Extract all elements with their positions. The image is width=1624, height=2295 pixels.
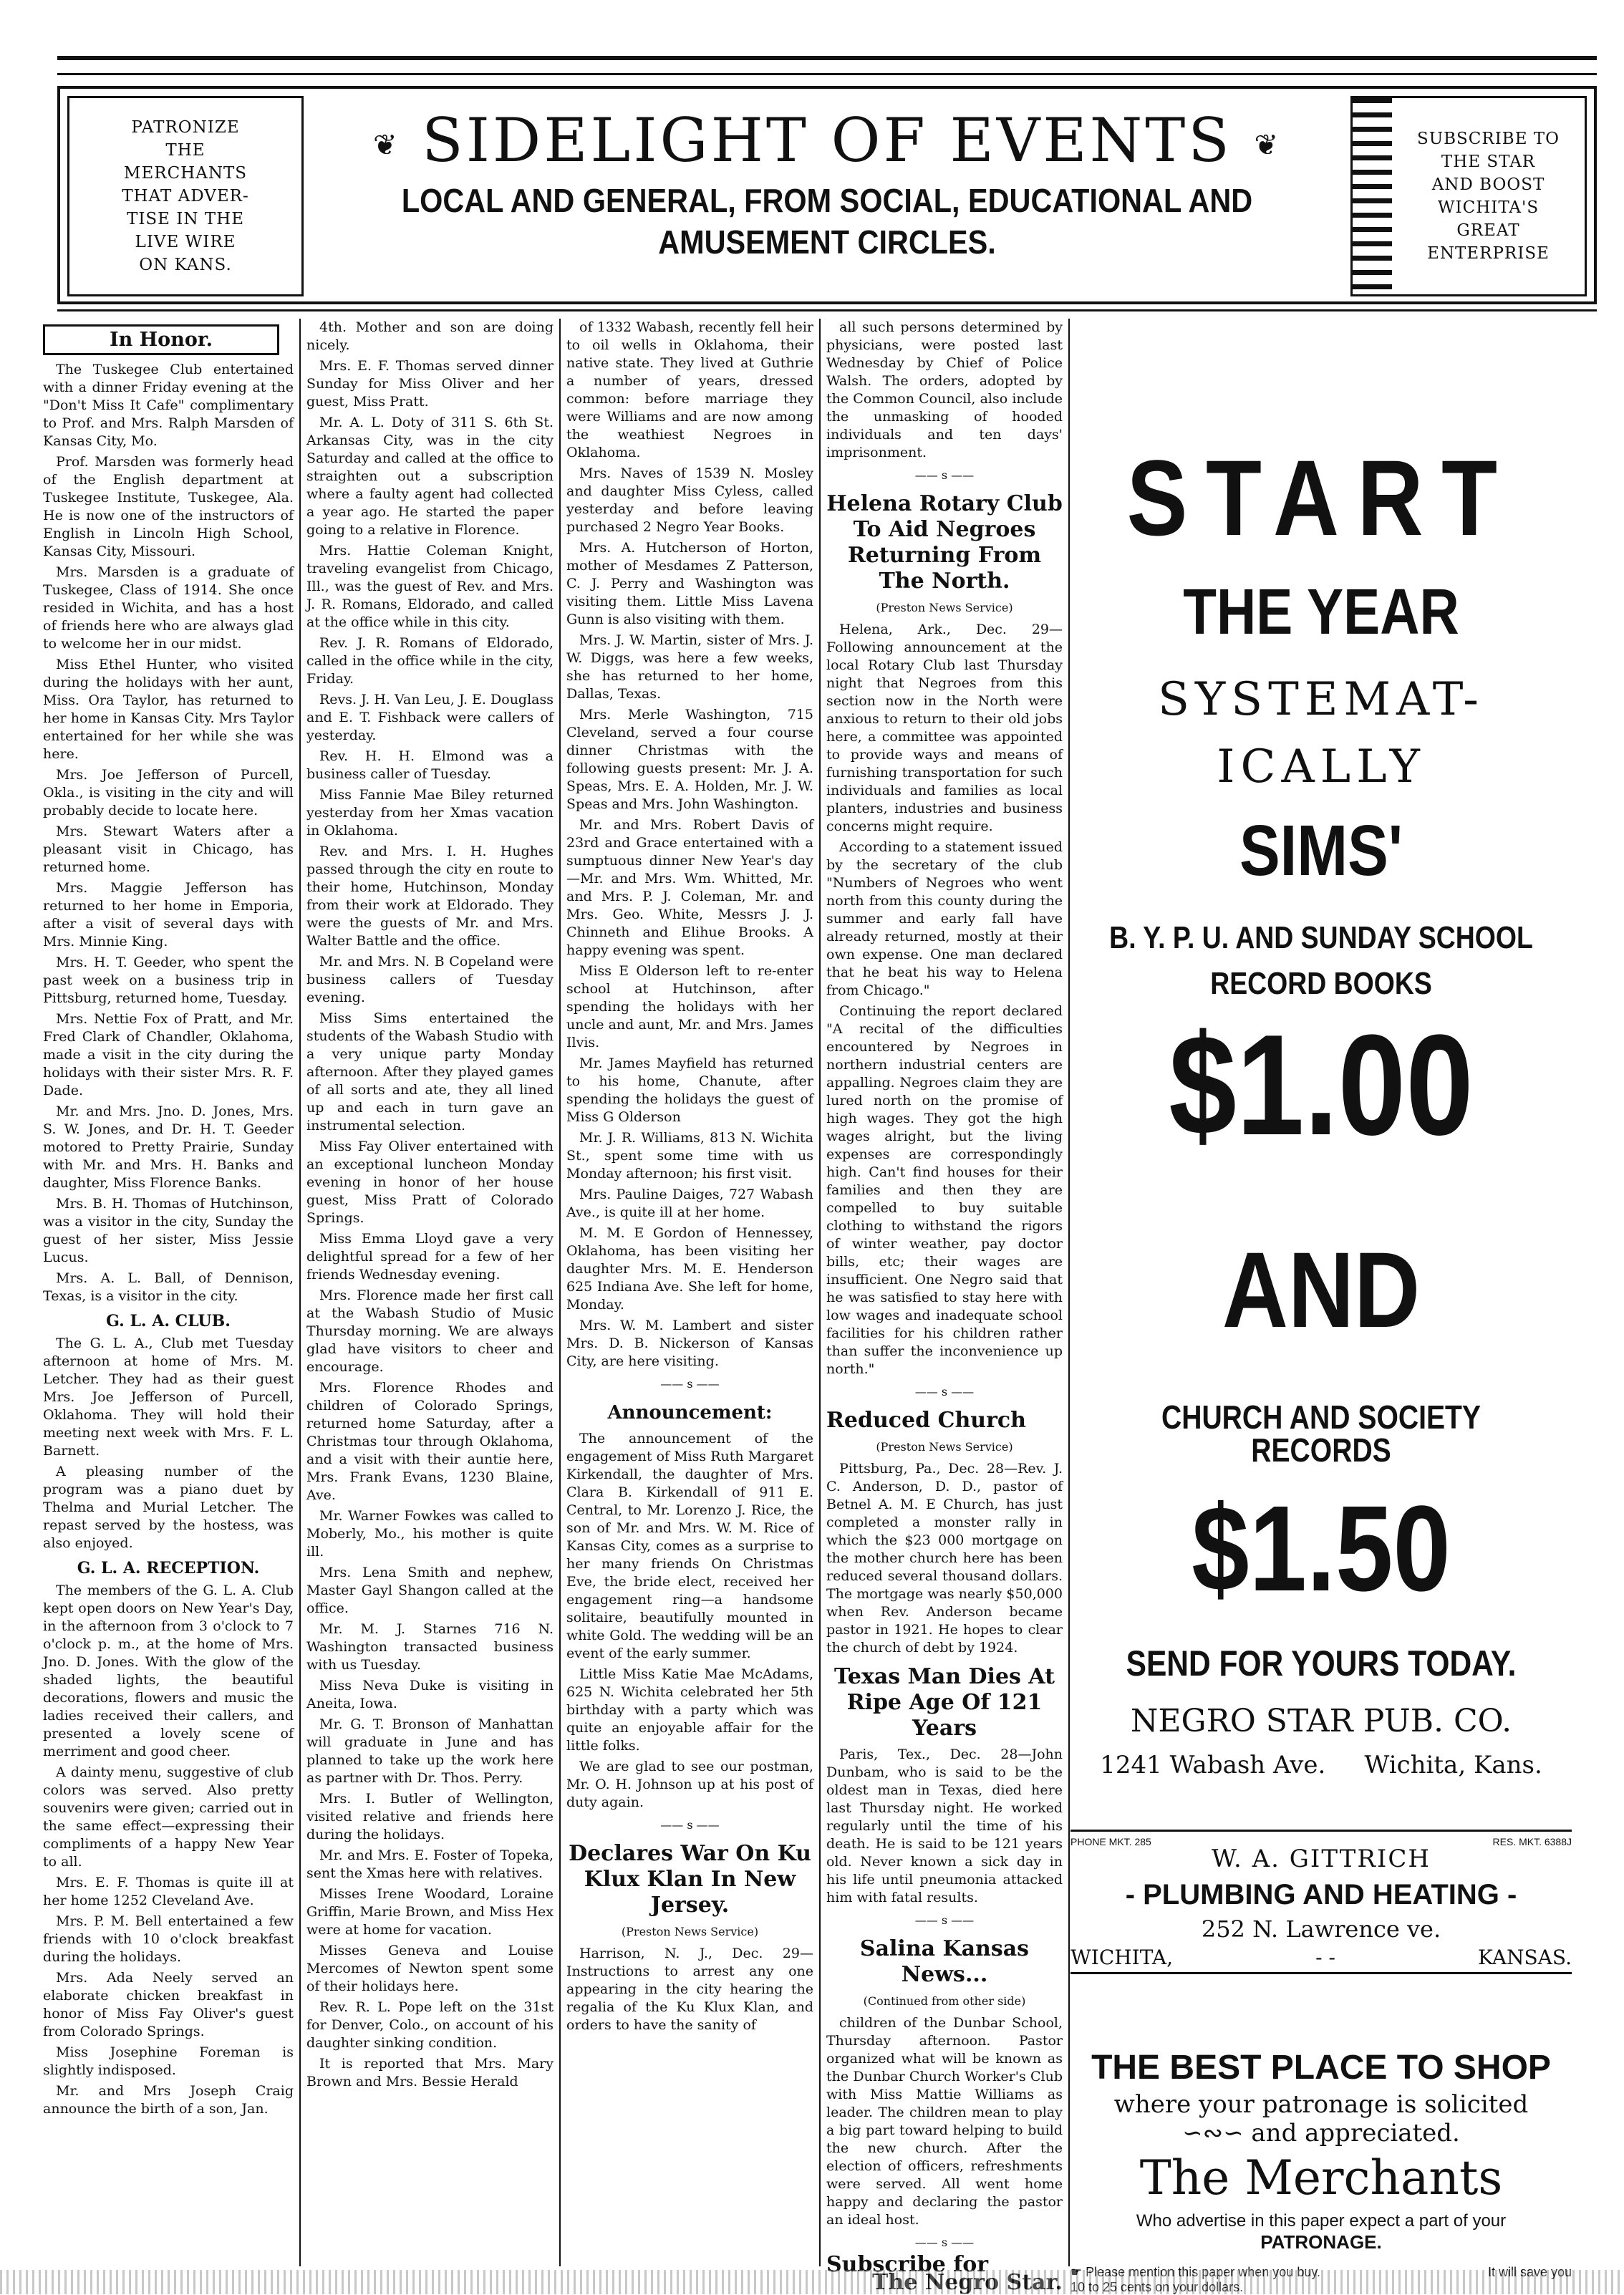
ear-line: THE STAR: [1441, 153, 1536, 171]
ad-the-year: THE YEAR: [1183, 576, 1459, 648]
article-paragraph: Mr. and Mrs. Robert Davis of 23rd and Grace entertained with a sumptuous dinner New Year's day—Mr. and Mrs. Wm. Whitted, Mr. and Mrs. P. J. Coleman, Mr. and Mrs. Geo. White, Messrs J. J. Chinneth and Elihue Brooks. A happy evening was spent.: [566, 817, 813, 958]
article-paragraph: Pittsburg, Pa., Dec. 28—Rev. J. C. Anderson, D. D., pastor of Betnel A. M. E Church, has just completed a monster rally in which the $23 000 mortgage on the mother church here has been reduced several thousand dollars. The mortgage was nearly $50,000 when Rev. Anderson became pastor in 1921. He hopes to clear the church of debt by 1924.: [826, 1461, 1063, 1656]
article-paragraph: Helena, Ark., Dec. 29—Following announcement at the local Rotary Club last Thursday night that Negroes from this section now in the North were anxious to return to their old jobs here, a committee was appointed to provide ways and means of furnishing transportation for such individuals and families as local planters, industries and business concerns might require.: [826, 622, 1063, 834]
texas-man-heading: Texas Man Dies At Ripe Age Of 121 Years: [834, 1664, 1055, 1741]
column-separator: [299, 319, 301, 2266]
merchants-advertisement: [1070, 2048, 1572, 2295]
ear-line: WICHITA'S: [1437, 198, 1540, 217]
article-paragraph: The Tuskegee Club entertained with a dinner Friday evening at the "Don't Miss It Cafe" complimentary to Prof. and Mrs. Ralph Marsden of Kansas City, Mo.: [43, 362, 294, 449]
article-paragraph: Mrs. B. H. Thomas of Hutchinson, was a visitor in the city, Sunday the guest of her sister, Miss Jessie Lucus.: [43, 1196, 294, 1265]
shop-subline-2-text: and appreciated.: [1251, 2119, 1460, 2147]
salina-news-body: [826, 2014, 1063, 2229]
reduced-church-byline: (Preston News Service): [876, 1440, 1013, 1454]
article-paragraph: Rev. H. H. Elmond was a business caller of Tuesday.: [306, 748, 554, 782]
reduced-church-body: [826, 1460, 1063, 1657]
column-3-body: [566, 319, 813, 1371]
ear-line: TISE IN THE: [127, 210, 244, 228]
article-paragraph: Miss Josephine Foreman is slightly indisposed.: [43, 2044, 294, 2078]
texas-man-body: [826, 1746, 1063, 1907]
article-paragraph: Mrs. Merle Washington, 715 Cleveland, served a four course dinner Christmas with the following guests present: Mr. J. A. Speas, Mrs. E. A. Holden, Mr. J. W. Speas and Mrs. John Washington.: [566, 707, 813, 812]
page-edge-wear: [0, 2270, 1624, 2294]
column-4: [826, 319, 1063, 2295]
masthead-subtitle: [362, 180, 1292, 263]
article-paragraph: Mrs. Pauline Daiges, 727 Wabash Ave., is quite ill at her home.: [566, 1187, 813, 1220]
plumbing-advertisement: [1070, 1830, 1572, 1974]
article-paragraph: Rev. and Mrs. I. H. Hughes passed through the city en route to their home, Hutchinson, Monday from their work at Eldorado. They were the guests of Mr. and Mrs. Walter Battle and the office.: [306, 844, 554, 949]
right-ear-text: [1392, 127, 1585, 265]
ku-klux-klan-heading: Declares War On Ku Klux Klan In New Jersey.: [569, 1841, 811, 1918]
ear-line: PATRONIZE: [131, 118, 240, 137]
ad-send-today: SEND FOR YOURS TODAY.: [1126, 1643, 1517, 1683]
article-paragraph: Mr. Warner Fowkes was called to Moberly, Mo., his mother is quite ill.: [306, 1508, 554, 1560]
column-2-body: [306, 319, 554, 2091]
column-3: [566, 319, 813, 2266]
article-paragraph: Mr. and Mrs Joseph Craig announce the birth of a son, Jan.: [43, 2083, 294, 2117]
article-paragraph: Mrs. Hattie Coleman Knight, traveling evangelist from Chicago, Ill., was the guest of Rev. and Mrs. J. R. Romans, Eldorado, and called at the office while in this city.: [306, 543, 554, 630]
article-paragraph: Rev. J. R. Romans of Eldorado, called in the office while in the city, Friday.: [306, 635, 554, 687]
article-paragraph: Revs. J. H. Van Leu, J. E. Douglass and E. T. Fishback were callers of yesterday.: [306, 692, 554, 743]
article-paragraph: Mrs. Ada Neely served an elaborate chicken breakfast in honor of Miss Fay Oliver's guest from Colorado Springs.: [43, 1970, 294, 2039]
column-1-body: [43, 361, 294, 1305]
article-paragraph: Mrs. Stewart Waters after a pleasant visit in Chicago, has returned home.: [43, 823, 294, 875]
ad-sims: SIMS': [1239, 811, 1403, 891]
article-paragraph: Miss Neva Duke is visiting in Aneita, Iowa.: [306, 1678, 554, 1711]
shop-merchants: The Merchants: [1139, 2150, 1503, 2205]
salina-news-byline: (Continued from other side): [863, 1994, 1026, 2008]
article-paragraph: Continuing the report declared "A recital of the difficulties encountered by Negroes in northern industrial centers are appalling. Negroes claim they are lured north on the promise of high wages. They got the high wages alright, but the living expenses are correspondingly high. Can't find houses for their families and then they are compelled to buy suitable clothing to withstand the rigors of winter weather, pay doctor bills, etc; their wages are insufficient. One Negro said that he was satisfied to stay here with low wages and inadequate school facilities for his children rather than suffer the inconvenience up north.": [826, 1003, 1063, 1377]
article-paragraph: The G. L. A., Club met Tuesday afternoon at home of Mrs. M. Letcher. They had as their guest Mrs. Joe Jefferson of Purcell, Oklahoma. They will hold their meeting next week with Mrs. F. L. Barnett.: [43, 1335, 294, 1459]
plumbing-address: 252 N. Lawrence ve.: [1201, 1915, 1441, 1943]
section-divider: —— s ——: [660, 1818, 720, 1832]
pointing-hand-icon: ☛: [1070, 2265, 1086, 2279]
ad-start: START: [1126, 438, 1516, 558]
record-books-advertisement: [1070, 430, 1572, 1779]
section-divider: —— s ——: [660, 1377, 720, 1391]
subtitle-line-2: AMUSEMENT CIRCLES.: [658, 223, 996, 261]
plumbing-city-mid: - -: [1315, 1946, 1335, 1969]
shop-footer-line-2: 10 to 25 cents on your dollars.: [1070, 2280, 1244, 2294]
article-paragraph: Harrison, N. J., Dec. 29—Instructions to arrest any one appearing in the city hearing the regalia of the Ku Klux Klan, and orders to have the sanity of: [566, 1946, 813, 2033]
article-paragraph: Mr. and Mrs. N. B Copeland were business callers of Tuesday evening.: [306, 954, 554, 1005]
ad-price-record-books: $1.00: [1169, 1005, 1474, 1165]
article-paragraph: Miss Sims entertained the students of the Wabash Studio with a very unique party Monday afternoon. After they played games of all sorts and ate, they all lined up and each in turn gave an instrumental selection.: [306, 1010, 554, 1134]
gla-club-body: [43, 1335, 294, 1552]
masthead-title-text: SIDELIGHT OF EVENTS: [422, 105, 1232, 175]
flourish-left-icon: ❦: [372, 129, 400, 162]
article-paragraph: Mr. M. J. Starnes 716 N. Washington transacted business with us Tuesday.: [306, 1621, 554, 1673]
article-paragraph: of 1332 Wabash, recently fell heir to oil wells in Oklahoma, their native state. They lived at Guthrie a number of years, dressed common: before marriage they were Williams and are now among the weathiest Negroes in Oklahoma.: [566, 319, 813, 460]
ad-systemat: SYSTEMAT-: [1158, 673, 1484, 726]
masthead: [57, 86, 1597, 304]
article-paragraph: A pleasing number of the program was a piano duet by Thelma and Murial Letcher. The repast served by the hostess, was also enjoyed.: [43, 1464, 294, 1551]
gla-club-heading: G. L. A. CLUB.: [106, 1312, 231, 1330]
article-paragraph: Mrs. Florence Rhodes and children of Colorado Springs, returned home Saturday, after a Christmas tour through Oklahoma, and a visit with their auntie here, Mrs. Frank Evans, 1230 Blaine, Ave.: [306, 1380, 554, 1503]
article-paragraph: Mrs. Joe Jefferson of Purcell, Okla., is visiting in the city and will probably decide to locate here.: [43, 767, 294, 818]
rotary-club-byline: (Preston News Service): [876, 601, 1013, 614]
article-paragraph: The announcement of the engagement of Miss Ruth Margaret Kirkendall, the daughter of Mrs. Clara B. Kirkendall of 911 E. Central, to Mr. Lorenzo J. Rice, the son of Mr. and Mrs. W. M. Rice of Kansas City, comes as a surprise to her many friends On Christmas Eve, the bride elect, received her engagement ring—a handsome solitaire, beautifully mounted in white Gold. The wedding will be an event of the early summer.: [566, 1431, 813, 1661]
article-paragraph: Mrs. Lena Smith and nephew, Master Gayl Shangon called at the office.: [306, 1565, 554, 1616]
article-paragraph: Mrs. E. F. Thomas is quite ill at her home 1252 Cleveland Ave.: [43, 1875, 294, 1908]
column-separator: [819, 319, 821, 2266]
shop-subline-1: where your patronage is solicited: [1113, 2090, 1529, 2119]
ad-and: AND: [1222, 1229, 1421, 1350]
article-paragraph: Mrs. Marsden is a graduate of Tuskegee, Class of 1914. She once resided in Wichita, and has a host of friends here who are always glad to welcome her in our midst.: [43, 564, 294, 652]
article-paragraph: We are glad to see our postman, Mr. O. H. Johnson up at his post of duty again.: [566, 1759, 813, 1810]
article-paragraph: A dainty menu, suggestive of club colors was served. Also pretty souvenirs were given; carried out in the same effect—expressing their compliments of a happy New Year to all.: [43, 1764, 294, 1870]
ad-bypu: B. Y. P. U. AND SUNDAY SCHOOL: [1109, 920, 1533, 955]
announcement-heading: Announcement:: [607, 1402, 773, 1424]
article-paragraph: The members of the G. L. A. Club kept open doors on New Year's Day, in the afternoon from 3 o'clock to 7 o'clock p. m., at the home of Mrs. Jno. D. Jones. With the glow of the shaded lights, the beautiful decorations, flowers and music the ladies received their callers, and presented a lovely scene of merriment and good cheer.: [43, 1583, 294, 1759]
section-divider: —— s ——: [914, 1913, 975, 1927]
article-paragraph: Little Miss Katie Mae McAdams, 625 N. Wichita celebrated her 5th birthday with a party which was quite an enjoyable affair for the little folks.: [566, 1666, 813, 1754]
ear-line: SUBSCRIBE TO: [1417, 130, 1560, 148]
masthead-bottom-rule: [57, 309, 1597, 311]
ad-address: 1241 Wabash Ave. Wichita, Kans.: [1100, 1751, 1542, 1779]
article-paragraph: all such persons determined by physicians, were posted last Wednesday by Chief of Police Walsh. The orders, adopted by the Common Council, also include the unmasking of hooded individuals and ten days' imprisonment.: [826, 319, 1063, 460]
section-divider: —— s ——: [914, 2236, 975, 2249]
article-paragraph: Mr. James Mayfield has returned to his home, Chanute, after spending the holidays the guest of Miss G Olderson: [566, 1055, 813, 1125]
plumbing-name: W. A. GITTRICH: [1211, 1845, 1431, 1873]
plumbing-city-right: KANSAS.: [1478, 1946, 1572, 1969]
ear-line: ON KANS.: [139, 256, 232, 274]
article-paragraph: Mr. A. L. Doty of 311 S. 6th St. Arkansas City, was in the city Saturday and called at the office to straighten out a subscription where a faulty agent had collected a year ago. He started the paper going to a relative in Florence.: [306, 415, 554, 538]
article-paragraph: Mrs. Florence made her first call at the Wabash Studio of Music Thursday morning. We are always glad have visitors to cheer and encourage.: [306, 1287, 554, 1375]
subtitle-line-1: LOCAL AND GENERAL, FROM SOCIAL, EDUCATIONAL AND: [401, 182, 1253, 219]
top-rule: [57, 56, 1597, 75]
left-ear-box: [67, 96, 304, 296]
article-paragraph: Miss Fannie Mae Biley returned yesterday from her Xmas vacation in Oklahoma.: [306, 787, 554, 839]
scroll-ornament-icon: ∽∾∽: [1182, 2119, 1252, 2147]
article-paragraph: children of the Dunbar School, Thursday afternoon. Pastor organized what will be known as the Dunbar Church Worker's Club with Miss Mattie Williams as leader. The children mean to play a big part toward helping to build the new church. After the election of officers, refreshments were served. All went home happy and declaring the pastor an ideal host.: [826, 2015, 1063, 2228]
article-paragraph: Mr. and Mrs. Jno. D. Jones, Mrs. S. W. Jones, and Dr. H. T. Geeder motored to Pretty Prairie, Sunday with Mr. and Mrs. H. Banks and daughter, Miss Florence Banks.: [43, 1103, 294, 1191]
article-paragraph: Mrs. P. M. Bell entertained a few friends with 10 o'clock breakfast during the holidays.: [43, 1913, 294, 1965]
article-paragraph: Rev. R. L. Pope left on the 31st for Denver, Colo., on account of his daughter sinking condition.: [306, 1999, 554, 2051]
article-paragraph: Paris, Tex., Dec. 28—John Dunbam, who is said to be the oldest man in Texas, died here last Thursday night. He worked regularly until the time of his death. He is said to be 121 years old. Never known a sick day in his life until pneumonia attacked him with fatal results.: [826, 1746, 1063, 1905]
article-paragraph: 4th. Mother and son are doing nicely.: [306, 319, 554, 353]
shop-headline: THE BEST PLACE TO SHOP: [1091, 2049, 1551, 2087]
article-paragraph: Mrs. Naves of 1539 N. Mosley and daughter Miss Cyless, called yesterday and before leaving purchased 2 Negro Year Books.: [566, 465, 813, 535]
article-paragraph: Mrs. J. W. Martin, sister of Mrs. J. W. Diggs, was here a few weeks, she has returned to her home, Dallas, Texas.: [566, 632, 813, 702]
left-ear-text: [69, 116, 301, 276]
article-paragraph: According to a statement issued by the secretary of the club "Numbers of Negroes who went north from this county during the summer and early fall have already returned, mostly at their own expense. One man declared that he beat his way to Helena from Chicago.": [826, 839, 1063, 998]
gla-reception-heading: G. L. A. RECEPTION.: [77, 1559, 260, 1577]
column-4-body: [826, 319, 1063, 462]
article-paragraph: M. M. E Gordon of Hennessey, Oklahoma, has been visiting her daughter Mrs. M. E. Henderson 625 Indiana Ave. She left for home, Monday.: [566, 1225, 813, 1313]
shop-patronage: PATRONAGE.: [1260, 2231, 1382, 2253]
plumbing-phone: PHONE MKT. 285: [1070, 1836, 1151, 1847]
article-paragraph: Miss Fay Oliver entertained with an exceptional luncheon Monday evening in honor of her house guest, Miss Pratt of Colorado Springs.: [306, 1139, 554, 1226]
shop-advertise-line: Who advertise in this paper expect a part of your: [1136, 2211, 1507, 2231]
article-paragraph: Mr. and Mrs. E. Foster of Topeka, sent the Xmas here with relatives.: [306, 1847, 554, 1881]
ear-line: MERCHANTS: [123, 164, 248, 183]
ear-line: GREAT: [1456, 221, 1520, 240]
ku-klux-klan-byline: (Preston News Service): [621, 1925, 759, 1938]
section-divider: —— s ——: [914, 468, 975, 482]
announcement-body: [566, 1430, 813, 1812]
rotary-club-body: [826, 621, 1063, 1378]
article-paragraph: Mrs. W. M. Lambert and sister Mrs. D. B. Nickerson of Kansas City, are here visiting.: [566, 1318, 813, 1369]
article-paragraph: Prof. Marsden was formerly head of the English department at Tuskegee Institute, Tuskegee, Ala. He is now one of the instructors of English in Lincoln High School, Kansas City, Missouri.: [43, 454, 294, 559]
masthead-title-block: [311, 92, 1343, 298]
reduced-church-heading: Reduced Church: [826, 1408, 1026, 1433]
plumbing-res-phone: RES. MKT. 6388J: [1492, 1836, 1572, 1847]
plumbing-trade: - PLUMBING AND HEATING -: [1125, 1879, 1517, 1910]
gla-reception-body: [43, 1582, 294, 2118]
salina-news-heading: Salina Kansas News...: [859, 1936, 1030, 1987]
article-paragraph: Mrs. Maggie Jefferson has returned to her home in Emporia, after a visit of several days with Mrs. Minnie King.: [43, 880, 294, 950]
right-ear-box: [1350, 96, 1587, 296]
column-1: [43, 319, 294, 2266]
article-paragraph: Mrs. E. F. Thomas served dinner Sunday for Miss Oliver and her guest, Miss Pratt.: [306, 358, 554, 410]
article-paragraph: Miss Emma Lloyd gave a very delightful spread for a few of her friends Wednesday evening.: [306, 1231, 554, 1282]
ear-line: AND BOOST: [1431, 175, 1545, 194]
in-honor-heading: In Honor.: [43, 324, 279, 355]
column-separator: [1068, 319, 1070, 2266]
ear-line: THE: [165, 141, 206, 160]
article-paragraph: Misses Irene Woodard, Loraine Griffin, Marie Brown, and Miss Hex were at home for vacation.: [306, 1886, 554, 1938]
article-paragraph: Mr. J. R. Williams, 813 N. Wichita St., spent some time with us Monday afternoon; his first visit.: [566, 1130, 813, 1182]
ad-publisher: NEGRO STAR PUB. CO.: [1130, 1703, 1512, 1739]
article-paragraph: Mrs. Nettie Fox of Pratt, and Mr. Fred Clark of Chandler, Oklahoma, made a visit in the city during the holidays with their sister Mrs. R. F. Dade.: [43, 1011, 294, 1098]
ad-price-church-records: $1.50: [1192, 1481, 1451, 1617]
ad-record-books: RECORD BOOKS: [1210, 966, 1432, 1001]
subscribe-line-1: Subscribe for: [826, 2252, 989, 2277]
column-2: [306, 319, 554, 2266]
subscribe-line-2: The Negro Star.: [872, 2270, 1063, 2295]
ear-line: ENTERPRISE: [1427, 244, 1550, 263]
ad-ically: ICALLY: [1217, 740, 1426, 793]
article-paragraph: Mrs. A. Hutcherson of Horton, mother of Mesdames Z Patterson, C. J. Perry and Washington was visiting them. Little Miss Lavena Gunn is also visiting with them.: [566, 540, 813, 627]
shop-footer-right: It will save you: [1487, 2265, 1572, 2279]
rotary-club-heading: Helena Rotary Club To Aid Negroes Returning From The North.: [826, 491, 1063, 594]
section-divider: —— s ——: [914, 1385, 975, 1398]
article-paragraph: It is reported that Mrs. Mary Brown and Mrs. Bessie Herald: [306, 2056, 554, 2089]
ear-ornament-icon: [1353, 98, 1392, 294]
article-paragraph: Mrs. A. L. Ball, of Dennison, Texas, is a visitor in the city.: [43, 1270, 294, 1304]
article-paragraph: Miss E Olderson left to re-enter school at Hutchinson, after spending the holidays with her uncle and aunt, Mr. and Mrs. James Ilvis.: [566, 963, 813, 1050]
shop-footer-left-text: Please mention this paper when you buy.: [1086, 2265, 1321, 2279]
shop-subline-2: [1070, 2119, 1572, 2147]
article-paragraph: Mrs. I. Butler of Wellington, visited relative and friends here during the holidays.: [306, 1791, 554, 1842]
article-paragraph: Mr. G. T. Bronson of Manhattan will graduate in June and has planned to take up the work here as partner with Dr. Thos. Perry.: [306, 1716, 554, 1786]
masthead-title: [311, 105, 1343, 175]
column-separator: [559, 319, 561, 2266]
ku-klux-klan-body: [566, 1945, 813, 2034]
article-paragraph: Mrs. H. T. Geeder, who spent the past week on a business trip in Pittsburg, returned home, Tuesday.: [43, 955, 294, 1006]
article-paragraph: Miss Ethel Hunter, who visited during the holidays with her aunt, Miss. Ora Taylor, has returned to her home in Kansas City. Mrs Taylor entertained for her while she was here.: [43, 657, 294, 762]
article-paragraph: Misses Geneva and Louise Mercomes of Newton spent some of their holidays here.: [306, 1943, 554, 1994]
ad-church-records: CHURCH AND SOCIETY RECORDS: [1161, 1398, 1482, 1469]
plumbing-city: [1070, 1943, 1572, 1974]
flourish-right-icon: ❦: [1254, 129, 1282, 162]
ear-line: LIVE WIRE: [135, 233, 236, 251]
ear-line: THAT ADVER-: [122, 187, 249, 206]
plumbing-city-left: WICHITA,: [1070, 1946, 1174, 1969]
